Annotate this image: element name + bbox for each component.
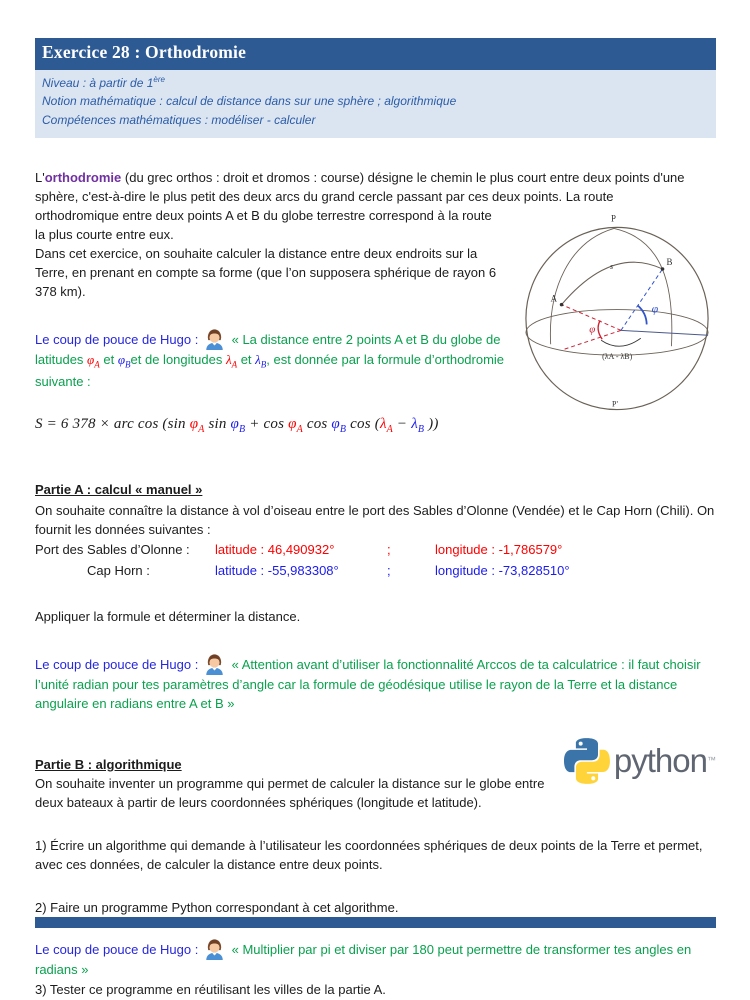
formula-lambda-b: λ <box>411 415 418 432</box>
label-p: P <box>611 213 617 224</box>
radius-to-equator-edge <box>621 331 708 336</box>
equator-ellipse <box>526 310 708 356</box>
phi-b-angle-arc <box>638 306 647 325</box>
lambda-b-symbol: λ <box>255 352 261 368</box>
meta-line-competences: Compétences mathématiques : modéliser - calculer <box>42 112 316 127</box>
meta-band <box>35 70 716 139</box>
orthodromie-term: orthodromie <box>44 170 122 186</box>
sphere-diagram <box>518 209 716 423</box>
label-a: A <box>550 293 558 304</box>
label-b: B <box>666 257 673 268</box>
separator: ; <box>387 563 391 578</box>
hint-1-text: « La distance entre 2 points A et B du globe de latitudes $\varphi_A$ et $\varphi_Bet$ de longitudes $\lambda_A$ et $\lambda_B$, est donnée par la formule d’orthodromie suivante : <box>35 332 505 390</box>
phi-a-angle-arc <box>598 321 602 340</box>
partie-a-intro: On souhaite connaître la distance à vol d’oiseau entre le port des Sables d’Olonne (Vendée) et le Cap Horn (Chili). On fournit les données suivantes : <box>35 503 715 538</box>
coords-label: Port des Sables d’Olonne : <box>35 542 190 558</box>
label-phi-b: φ <box>651 301 659 316</box>
python-trademark: ™ <box>707 755 716 766</box>
intro-p1-rest: (du grec orthos : droit et dromos : course) désigne le chemin le plus court entre deux points d'une sphère, c'est-à-dire le plus petit des deux arcs du grand cercle passant par ces deux points. La route <box>35 170 685 205</box>
coords-row-sables <box>35 540 716 561</box>
coords-row-caphorn <box>35 561 716 582</box>
exercise-title-bar <box>35 38 716 70</box>
exercise-title: Exercice 28 : Orthodromie <box>42 42 247 62</box>
hint-3 <box>35 938 716 980</box>
point-b-dot <box>661 267 665 271</box>
question-3: 3) Tester ce programme en réutilisant les villes de la partie A. <box>35 982 386 998</box>
label-phi-a: φ <box>589 323 596 336</box>
python-wordmark: python <box>613 742 707 780</box>
question-1: 1) Écrire un algorithme qui demande à l’utilisateur les coordonnées sphériques de deux points de la Terre et permet, avec ces données, de calculer la distance entre deux points. <box>35 837 703 872</box>
radius-to-b <box>621 269 663 330</box>
python-logo-icon <box>564 738 610 784</box>
intro-section <box>35 169 716 437</box>
lambda-angle-arc <box>601 339 641 347</box>
partie-b-intro: On souhaite inventer un programme qui permet de calculer la distance sur le globe entre deux bateaux à partir de leurs coordonnées sphériques (longitude et latitude). <box>35 775 545 810</box>
hugo-label: Le coup de pouce de Hugo : <box>35 656 199 672</box>
meta-line-niveau: Niveau : à partir de 1ère <box>42 74 165 90</box>
question-2: 2) Faire un programme Python correspondant à cet algorithme. <box>35 899 399 915</box>
sphere-diagram-drawing <box>518 209 716 423</box>
hint-2 <box>35 653 716 714</box>
coords-label: Cap Horn : <box>87 563 150 578</box>
formula-phi-a: φ <box>189 415 199 432</box>
separator: ; <box>387 542 391 558</box>
hint-3-text: « Multiplier par pi et diviser par 180 peut permettre de transformer tes angles en radians » <box>35 941 692 977</box>
latitude-value: latitude : -55,983308° <box>215 563 339 578</box>
meta-line-notion: Notion mathématique : calcul de distance dans sur une sphère ; algorithmique <box>42 94 457 109</box>
sphere-outline <box>526 228 708 410</box>
longitude-value: longitude : -1,786579° <box>435 542 563 558</box>
meridian-a <box>550 229 614 345</box>
intro-lead: L' <box>35 170 45 186</box>
hint-2-text: « Attention avant d’utiliser la fonctionnalité Arccos de ta calculatrice : il faut choisir l’unité radian pour tes paramètres d’angle car la formule de géodésique utilise le rayon de la Terre et la distance angulaire en radians entre A et B » <box>35 656 701 712</box>
formula-lambda-a: λ <box>379 415 387 432</box>
hugo-avatar-icon <box>205 653 224 675</box>
hugo-avatar-icon <box>205 328 224 350</box>
partie-a-task: Appliquer la formule et déterminer la distance. <box>35 608 301 624</box>
partie-a-heading: Partie A : calcul « manuel » <box>35 482 203 498</box>
intro-paragraph-2: orthodromique entre deux points A et B du globe terrestre correspond à la route la plus courte entre eux. <box>35 208 492 243</box>
partie-b-heading: Partie B : algorithmique <box>35 756 182 772</box>
intro-paragraph-1 <box>35 169 716 207</box>
phi-b-symbol: φ <box>117 352 126 368</box>
hugo-label: Le coup de pouce de Hugo : <box>35 941 199 957</box>
partie-b-section <box>35 742 716 1000</box>
intro-paragraph-3: Dans cet exercice, on souhaite calculer la distance entre deux endroits sur la Terre, en prenant en compte sa forme (que l’on supposera sphérique de rayon 6 378 km). <box>35 246 497 300</box>
label-s: s <box>610 262 614 272</box>
lambda-a-symbol: λ <box>225 352 232 368</box>
latitude-value: latitude : 46,490932° <box>215 542 335 558</box>
python-logo <box>564 738 716 784</box>
next-exercise-bar <box>35 917 716 928</box>
label-p-prime: P' <box>612 399 618 409</box>
point-a-dot <box>560 303 564 307</box>
label-delta-lambda: (λA - λB) <box>602 352 633 362</box>
hugo-label: Le coup de pouce de Hugo : <box>35 332 199 348</box>
partie-a-section <box>35 481 716 713</box>
orthodromie-formula: S = 6 378 × arc cos (sin $\varphi_A$ $\sin \varphi_B + \cos \varphi_A$ $\cos \varphi_B$ $\cos (\lambda_A - \lambda_B$ )) <box>35 415 439 435</box>
formula-phi-b: φ <box>230 415 240 432</box>
longitude-value: longitude : -73,828510° <box>435 563 570 578</box>
phi-a-symbol: φ <box>87 352 95 368</box>
hugo-avatar-icon <box>205 938 224 960</box>
